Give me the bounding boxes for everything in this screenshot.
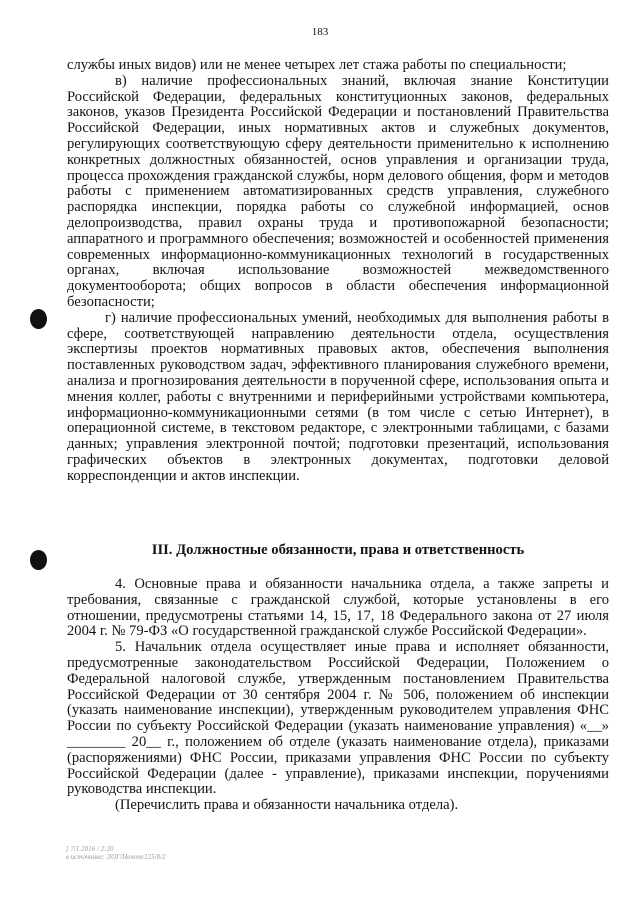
paragraph-skills: г) наличие профессиональных умений, необходимых для выполнения работы в сфере, соответствующей направлению деятельности отдела, осуществления экспертизы проектов нормативных правовых актов, обеспечения выполнения поставленных руководством задач, эффективного планирования служебного времени, анализа и прогнозирования деятельности в порученной сфере, использования опыта и мнения коллег, работы с внутренними и периферийными устройствами компьютера, информационно-коммуникационными сетями (в том числе с сетью Интернет), в операционной системе, в текстовом редакторе, с электронными таблицами, с базами данных; управления электронной почтой; подготовки презентаций, использования графических объектов в электронных документах, подготовки деловой корреспонденции и актов инспекции. xyxy=(67,309,609,484)
page-number: 183 xyxy=(311,26,329,38)
qualification-requirements xyxy=(67,58,609,485)
paragraph-list-instruction: (Перечислить права и обязанности начальника отдела). xyxy=(115,797,459,814)
paragraph-knowledge: в) наличие профессиональных знаний, включая знание Конституции Российской Федерации, федеральных конституционных законов, федеральных законов, указов Президента Российской Федерации и постановлений Правительства Российской Федерации, иных нормативных актов и служебных документов, регулирующих соответствующую сферу деятельности применительно к исполнению конкретных должностных обязанностей, основ управления и организации труда, процесса прохождения гражданской службы, норм делового общения, форм и методов работы с применением автоматизированных средств управления, служебного распорядка инспекции, порядка работы со служебной информацией, основ делопроизводства, правил охраны труда и противопожарной безопасности; аппаратного и программного обеспечения; возможностей и особенностей применения современных информационно-коммуникационных технологий в государственных органах, включая использование возможностей межведомственного документооборота; общих вопросов в области обеспечения информационной безопасности; xyxy=(67,72,609,310)
duties-rights-section xyxy=(67,577,609,814)
punch-hole-upper xyxy=(30,309,47,329)
paragraph-rights-duties: 4. Основные права и обязанности начальника отдела, а также запреты и требования, связанные с гражданской службой, которые установлены в его отношении, предусмотрены статьями 14, 15, 17, 18 Федерального закона от 27 июля 2004 г. № 79-ФЗ «О государственной гражданской службе Российской Федерации». xyxy=(67,576,609,640)
scan-stamp-line-1: [ 7/1.2016 / 2:20 xyxy=(66,845,114,853)
section-heading: III. Должностные обязанности, права и ответственность xyxy=(151,542,525,558)
paragraph-experience-tail: службы иных видов) или не менее четырех лет стажа работы по специальности; xyxy=(67,57,567,73)
scan-stamp-line-2: в источнике: ЛОГ/Ненот/125/0/2 xyxy=(66,853,166,861)
punch-hole-lower xyxy=(30,550,47,570)
paragraph-other-rights: 5. Начальник отдела осуществляет иные права и исполняет обязанности, предусмотренные законодательством Российской Федерации, Положением о Федеральной налоговой службе, утвержденным постановлением Правительства Российской Федерации от 30 сентября 2004 г. № 506, положением об инспекции (указать наименование инспекции), утвержденным руководителем управления ФНС России по субъекту Российской Федерации (указать наименование управления) «__» ________ 20__ г., положением об отделе (указать наименование отдела), приказами (распоряжениями) ФНС России, приказами управления ФНС России по субъекту Российской Федерации (далее - управление), приказами инспекции, поручениями руководства инспекции. xyxy=(67,639,609,798)
